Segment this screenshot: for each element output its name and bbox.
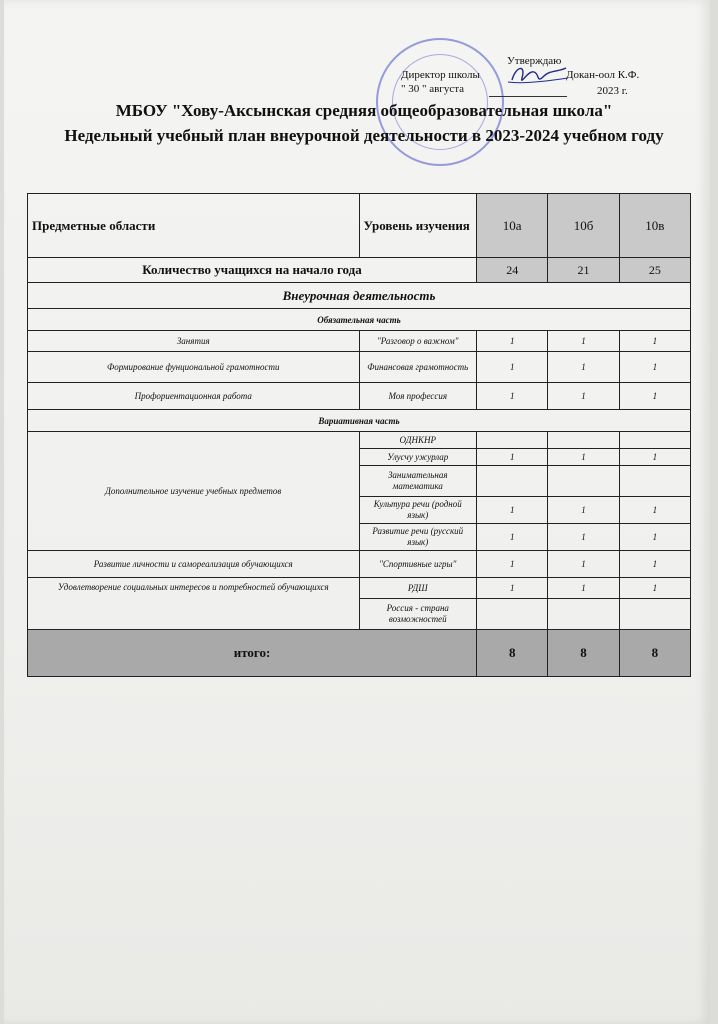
hours-cell [548,466,619,497]
hours-cell: 1 [548,383,619,410]
approval-director-line [401,68,640,82]
course-cell: Занимательная математика [359,466,477,497]
section-title: Внеурочная деятельность [28,283,691,309]
hours-cell: 1 [477,578,548,599]
total-10b: 8 [548,630,619,677]
header-subject-areas: Предметные области [28,194,360,258]
student-count-label: Количество учащихся на начало года [28,258,477,283]
curriculum-table [27,193,691,677]
hours-cell: 1 [548,497,619,524]
course-cell: РДШ [359,578,477,599]
mandatory-part-title: Обязательная часть [28,309,691,331]
course-cell: Моя профессия [359,383,477,410]
table-row [28,578,691,599]
director-signature [482,58,572,98]
student-count-10v: 25 [619,258,690,283]
table-row [28,352,691,383]
variative-part-title: Вариативная часть [28,410,691,432]
hours-cell: 1 [619,449,690,466]
hours-cell: 1 [619,383,690,410]
document-page [4,0,710,1024]
hours-cell: 1 [619,331,690,352]
header-class-10v: 10в [619,194,690,258]
area-cell: Дополнительное изучение учебных предметов [28,432,360,551]
table-row [28,383,691,410]
plan-title: Недельный учебный план внеурочной деятельности в 2023-2024 учебном году [64,126,664,145]
hours-cell: 1 [548,352,619,383]
header-study-level: Уровень изучения [359,194,477,258]
director-label: Директор школы [401,69,480,81]
hours-cell: 1 [619,497,690,524]
hours-cell: 1 [477,383,548,410]
course-cell: "Разговор о важном" [359,331,477,352]
director-name: Докан-оол К.Ф. [566,69,640,81]
hours-cell: 1 [548,578,619,599]
table-row [28,331,691,352]
hours-cell [619,599,690,630]
table-row [28,551,691,578]
course-cell: "Спортивные игры" [359,551,477,578]
student-count-row [28,258,691,283]
hours-cell: 1 [619,352,690,383]
hours-cell [477,466,548,497]
hours-cell: 1 [619,578,690,599]
hours-cell: 1 [477,449,548,466]
course-cell: Финансовая грамотность [359,352,477,383]
area-cell: Профориентационная работа [28,383,360,410]
course-cell: Развитие речи (русский язык) [359,524,477,551]
approval-date: " 30 " августа [401,83,465,95]
variative-part-row [28,410,691,432]
student-count-10a: 24 [477,258,548,283]
total-10a: 8 [477,630,548,677]
area-cell: Удовлетворение социальных интересов и потребностей обучающихся [28,578,360,630]
hours-cell: 1 [477,524,548,551]
hours-cell [477,432,548,449]
section-row [28,283,691,309]
hours-cell [619,432,690,449]
course-cell: ОДНКНР [359,432,477,449]
hours-cell: 1 [477,497,548,524]
total-10v: 8 [619,630,690,677]
hours-cell: 1 [619,551,690,578]
hours-cell: 1 [477,331,548,352]
hours-cell: 1 [548,331,619,352]
header-class-10b: 10б [548,194,619,258]
approval-year: 2023 г. [597,85,628,97]
hours-cell [619,466,690,497]
area-cell: Занятия [28,331,360,352]
total-label: итого: [28,630,477,677]
table-row [28,432,691,449]
hours-cell: 1 [477,352,548,383]
student-count-10b: 21 [548,258,619,283]
course-cell: Культура речи (родной язык) [359,497,477,524]
hours-cell: 1 [619,524,690,551]
hours-cell: 1 [548,551,619,578]
hours-cell: 1 [548,524,619,551]
hours-cell: 1 [548,449,619,466]
course-cell: Улусчу ужурлар [359,449,477,466]
area-cell: Развитие личности и самореализация обучающихся [28,551,360,578]
hours-cell: 1 [477,551,548,578]
hours-cell [548,432,619,449]
approval-heading: Утверждаю [507,55,562,67]
area-cell: Формирование фунциональной грамотности [28,352,360,383]
course-cell: Россия - страна возможностей [359,599,477,630]
school-title: МБОУ "Хову-Аксынская средняя общеобразовательная школа" [115,101,613,120]
total-row [28,630,691,677]
header-class-10a: 10а [477,194,548,258]
table-header-row [28,194,691,258]
hours-cell [477,599,548,630]
mandatory-part-row [28,309,691,331]
hours-cell [548,599,619,630]
